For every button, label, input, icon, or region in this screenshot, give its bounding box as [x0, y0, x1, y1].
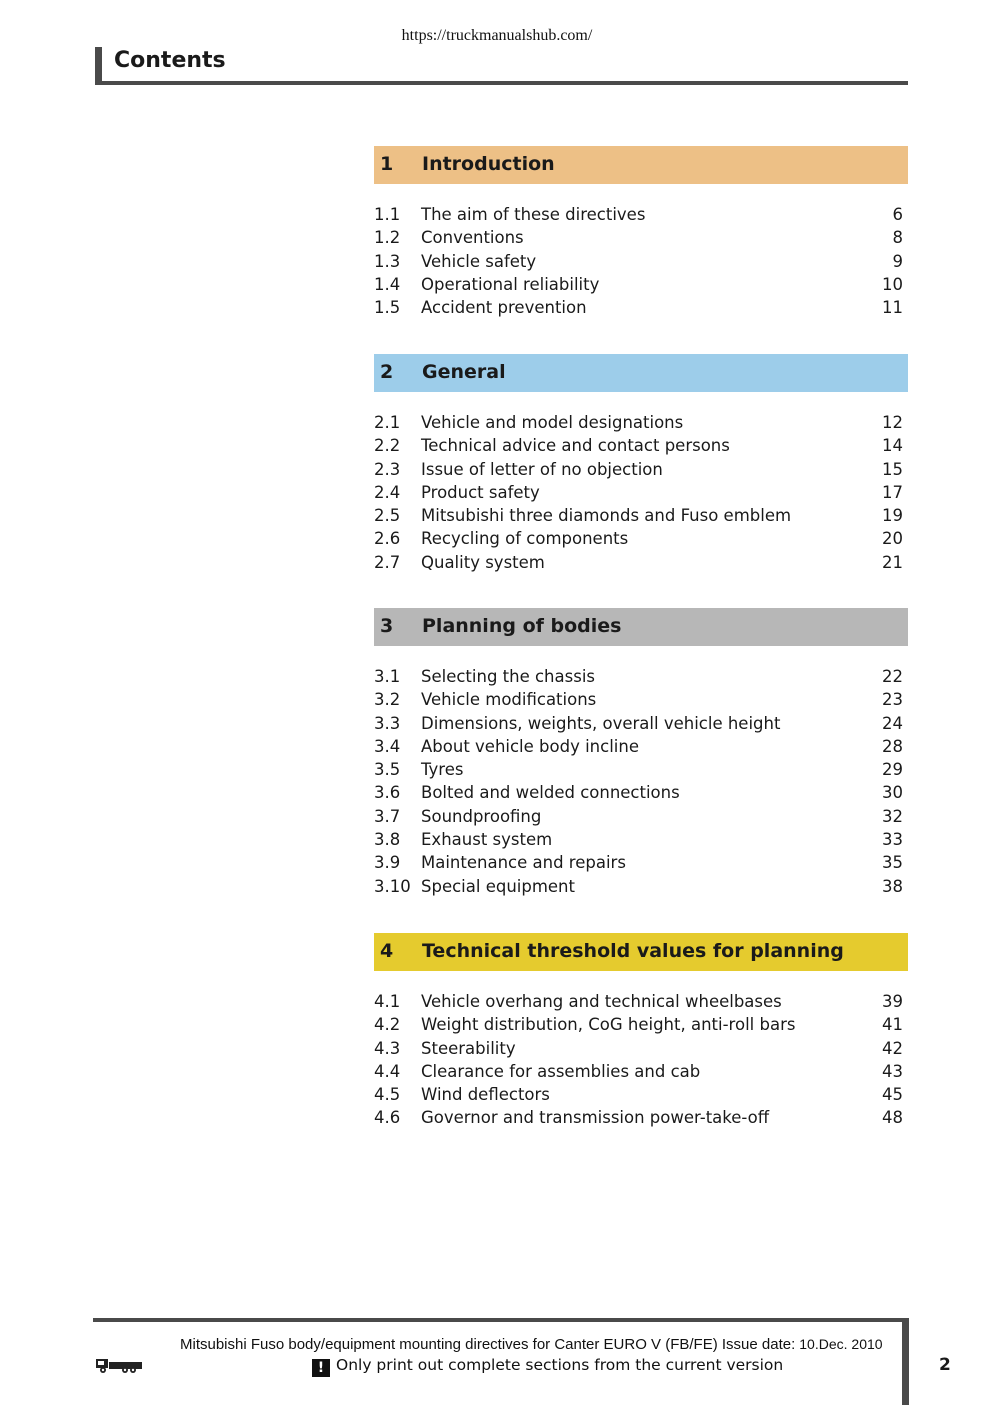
entry-title: Dimensions, weights, overall vehicle height	[421, 713, 781, 733]
entry-title: Vehicle and model designations	[421, 413, 684, 432]
entry-title: Governor and transmission power-take-off	[421, 1108, 770, 1128]
entry-number: 4.4	[374, 1061, 401, 1081]
entry-title: Accident prevention	[421, 298, 587, 318]
toc-entry[interactable]	[374, 805, 908, 828]
entry-title: Conventions	[421, 228, 524, 248]
footer-document-title	[180, 1336, 883, 1353]
toc-entry[interactable]	[374, 458, 908, 481]
entry-title: Special equipment	[421, 876, 575, 896]
entry-page: 32	[882, 806, 903, 826]
toc-entry[interactable]	[374, 296, 908, 319]
entry-page: 45	[882, 1085, 903, 1105]
entry-page: 24	[882, 713, 903, 733]
entry-number: 1.4	[374, 274, 401, 294]
toc-entry[interactable]	[374, 875, 908, 898]
entry-page: 28	[882, 736, 903, 756]
print-notice-text: Only print out complete sections from the current version	[336, 1356, 784, 1374]
entry-title: Maintenance and repairs	[421, 853, 626, 873]
section-heading[interactable]	[374, 354, 908, 392]
warning-icon: !	[312, 1359, 330, 1377]
toc-entry[interactable]	[374, 273, 908, 296]
truck-icon	[95, 1356, 143, 1374]
entry-number: 3.8	[374, 830, 401, 850]
toc-entry[interactable]	[374, 990, 908, 1013]
section-entries	[374, 203, 908, 319]
page-header	[95, 47, 908, 85]
entry-page: 33	[882, 830, 903, 850]
entry-title: Steerability	[421, 1038, 516, 1058]
entry-page: 30	[882, 783, 903, 803]
entry-title: About vehicle body incline	[421, 736, 639, 756]
entry-number: 4.3	[374, 1038, 401, 1058]
entry-number: 2.6	[374, 529, 401, 549]
toc-section-2	[374, 354, 908, 574]
entry-title: Weight distribution, CoG height, anti-roll bars	[421, 1015, 796, 1035]
entry-number: 3.9	[374, 853, 401, 873]
entry-number: 2.2	[374, 436, 401, 456]
entry-title: Bolted and welded connections	[421, 783, 680, 803]
toc-entry[interactable]	[374, 758, 908, 781]
toc-entry[interactable]	[374, 434, 908, 457]
entry-title: Vehicle safety	[421, 251, 537, 271]
entry-page: 14	[882, 436, 903, 456]
section-number: 1	[380, 153, 394, 175]
entry-page: 42	[882, 1038, 903, 1058]
entry-number: 4.6	[374, 1108, 401, 1128]
section-number: 3	[380, 615, 394, 637]
toc-entry[interactable]	[374, 1037, 908, 1060]
entry-title: Vehicle overhang and technical wheelbases	[421, 992, 782, 1011]
page-title: Contents	[114, 48, 226, 73]
entry-page: 23	[882, 690, 903, 710]
entry-number: 3.7	[374, 806, 401, 826]
entry-page: 38	[882, 876, 903, 896]
section-title: General	[422, 361, 506, 383]
toc-entry[interactable]	[374, 665, 908, 688]
entry-number: 2.7	[374, 552, 401, 572]
entry-number: 3.5	[374, 760, 401, 780]
toc-entry[interactable]	[374, 527, 908, 550]
toc-entry[interactable]	[374, 226, 908, 249]
entry-title: Wind deflectors	[421, 1085, 550, 1105]
toc-entry[interactable]	[374, 828, 908, 851]
toc-entry[interactable]	[374, 1013, 908, 1036]
entry-page: 12	[882, 413, 903, 432]
entry-title: Issue of letter of no objection	[421, 459, 663, 479]
entry-page: 48	[882, 1108, 903, 1128]
toc-entry[interactable]	[374, 712, 908, 735]
footer-print-notice	[312, 1356, 783, 1377]
entry-page: 39	[882, 992, 903, 1011]
footer-directive-text: Mitsubishi Fuso body/equipment mounting directives for Canter EURO V (FB/FE) Issue date:	[180, 1336, 796, 1353]
entry-number: 4.5	[374, 1085, 401, 1105]
toc-entry[interactable]	[374, 688, 908, 711]
entry-page: 8	[892, 228, 903, 248]
entry-number: 4.2	[374, 1015, 401, 1035]
entry-title: Quality system	[421, 552, 545, 572]
entry-title: Exhaust system	[421, 830, 553, 850]
section-entries	[374, 411, 908, 574]
entry-page: 21	[882, 552, 903, 572]
toc-entry[interactable]	[374, 250, 908, 273]
entry-number: 3.6	[374, 783, 401, 803]
entry-number: 1.1	[374, 205, 401, 224]
entry-title: Technical advice and contact persons	[421, 436, 730, 456]
entry-number: 1.2	[374, 228, 401, 248]
entry-number: 1.3	[374, 251, 401, 271]
section-heading[interactable]	[374, 146, 908, 184]
section-entries	[374, 665, 908, 898]
source-url[interactable]: https://truckmanualshub.com/	[401, 27, 593, 44]
entry-page: 9	[892, 251, 903, 271]
section-title: Introduction	[422, 153, 555, 175]
entry-page: 22	[882, 667, 903, 686]
section-number: 4	[380, 940, 394, 962]
entry-page: 43	[882, 1061, 903, 1081]
section-title: Technical threshold values for planning	[422, 940, 844, 962]
toc-entry[interactable]	[374, 481, 908, 504]
section-heading[interactable]	[374, 608, 908, 646]
toc-entry[interactable]	[374, 851, 908, 874]
entry-title: The aim of these directives	[421, 205, 646, 224]
entry-page: 20	[882, 529, 903, 549]
entry-page: 6	[892, 205, 903, 224]
header-rule	[95, 81, 908, 85]
entry-number: 3.4	[374, 736, 401, 756]
entry-page: 11	[882, 298, 903, 318]
entry-page: 10	[882, 274, 903, 294]
toc-entry[interactable]	[374, 203, 908, 226]
entry-title: Recycling of components	[421, 529, 629, 549]
toc-entry[interactable]	[374, 551, 908, 574]
section-heading[interactable]	[374, 933, 908, 971]
toc-entry[interactable]	[374, 411, 908, 434]
entry-page: 17	[882, 482, 903, 502]
toc-entry[interactable]	[374, 735, 908, 758]
toc-section-4	[374, 933, 908, 1130]
entry-number: 3.1	[374, 667, 401, 686]
entry-page: 15	[882, 459, 903, 479]
entry-title: Selecting the chassis	[421, 667, 595, 686]
section-number: 2	[380, 361, 394, 383]
entry-page: 29	[882, 760, 903, 780]
entry-number: 2.5	[374, 506, 401, 526]
toc-entry[interactable]	[374, 781, 908, 804]
entry-number: 3.2	[374, 690, 401, 710]
entry-page: 35	[882, 853, 903, 873]
entry-number: 1.5	[374, 298, 401, 318]
toc-entry[interactable]	[374, 504, 908, 527]
toc-entry[interactable]	[374, 1106, 908, 1129]
entry-page: 41	[882, 1015, 903, 1035]
entry-number: 3.3	[374, 713, 401, 733]
entry-title: Operational reliability	[421, 274, 600, 294]
toc-section-3	[374, 608, 908, 898]
entry-page: 19	[882, 506, 903, 526]
footer-vertical-bar	[902, 1318, 909, 1405]
page-number: 2	[939, 1355, 951, 1375]
entry-title: Soundproofing	[421, 806, 542, 826]
entry-title: Mitsubishi three diamonds and Fuso emblem	[421, 506, 792, 526]
entry-number: 2.4	[374, 482, 401, 502]
entry-title: Vehicle modifications	[421, 690, 597, 710]
footer-rule	[93, 1318, 907, 1322]
toc-entry[interactable]	[374, 1083, 908, 1106]
issue-date: 10.Dec. 2010	[799, 1336, 883, 1352]
toc-entry[interactable]	[374, 1060, 908, 1083]
entry-title: Product safety	[421, 482, 540, 502]
entry-number: 2.1	[374, 413, 401, 432]
entry-number: 3.10	[374, 876, 411, 896]
section-entries	[374, 990, 908, 1130]
section-title: Planning of bodies	[422, 615, 622, 637]
entry-title: Clearance for assemblies and cab	[421, 1061, 701, 1081]
entry-number: 2.3	[374, 459, 401, 479]
entry-number: 4.1	[374, 992, 401, 1011]
entry-title: Tyres	[421, 760, 464, 780]
header-bar	[95, 47, 102, 85]
toc-section-1	[374, 146, 908, 319]
